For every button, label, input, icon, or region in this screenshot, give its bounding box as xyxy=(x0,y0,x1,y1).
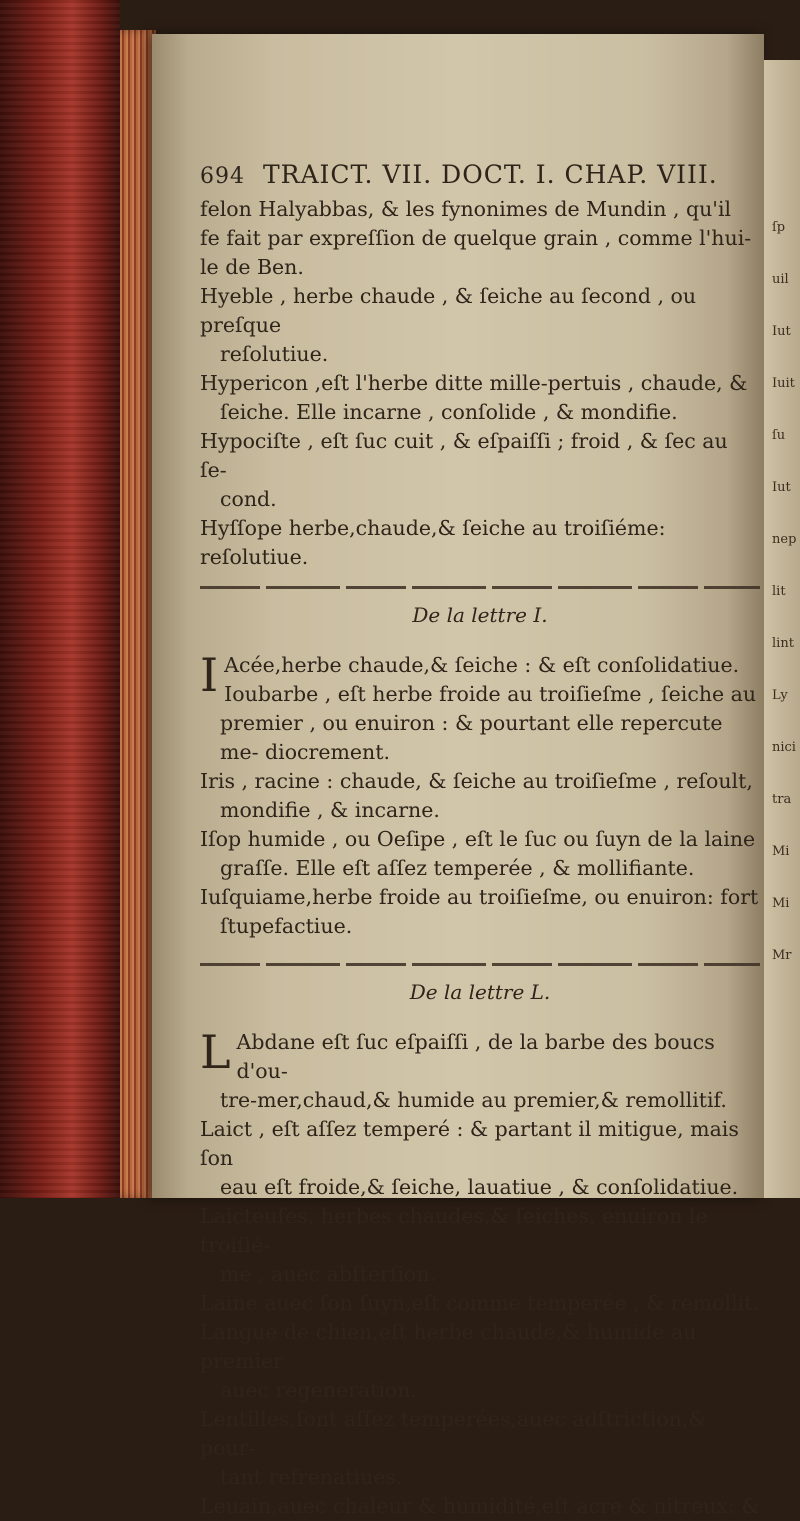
facing-page-fragment: Mi xyxy=(772,844,790,859)
entry-continuation: eau eſt froide,& ſeiche, lauatiue , & conſolidatiue. xyxy=(220,1175,739,1199)
entry-first-line: Laicteuſes, herbes chaudes,& ſeiches, enuiron le troiſié- xyxy=(200,1204,708,1257)
entry-first-line: Laict , eſt aſſez temperé : & partant il mitigue, mais ſon xyxy=(200,1117,739,1170)
entry-first-line: Abdane eſt ſuc eſpaiſſi , de la barbe des boucs d'ou- xyxy=(236,1030,715,1083)
entries-i xyxy=(200,648,760,941)
section-heading-i: De la lettre I. xyxy=(412,603,548,627)
entry-continuation: tre-mer,chaud,& humide au premier,& remollitif. xyxy=(220,1088,727,1112)
entry-first-line: Iſop humide , ou Oeſipe , eſt le ſuc ou ſuyn de la laine xyxy=(200,827,756,851)
entry-continuation: tant refrenatiues. xyxy=(220,1465,403,1489)
facing-page-fragment: Iut xyxy=(772,324,791,339)
facing-page-fragment: nep xyxy=(772,532,797,547)
entry-first-line: Ioubarbe , eſt herbe froide au troiſieſme , ſeiche au xyxy=(224,682,757,706)
intro-line: felon Halyabbas, & les fynonimes de Mundin , qu'il xyxy=(200,197,732,221)
entry-continuation: me , auec abſterſion. xyxy=(220,1262,436,1286)
entries-h xyxy=(200,282,760,572)
entry xyxy=(200,1025,760,1115)
facing-page-fragment: Ly xyxy=(772,688,788,703)
entry-first-line: Laine auec ſon ſuyn,eſt comme temperée , & remollit. xyxy=(200,1291,759,1315)
intro-line: fe fait par expreſſion de quelque grain , comme l'hui- xyxy=(200,226,752,250)
page-edges xyxy=(120,30,156,1198)
entry-first-line: Hypociſte , eſt ſuc cuit , & eſpaiſſi ; froid , & ſec au ſe- xyxy=(200,429,728,482)
facing-page-fragment: ſp xyxy=(772,220,786,235)
entry-first-line: Langue de chien,eſt herbe chaude,& humide au premier xyxy=(200,1320,697,1373)
entry-first-line: Leuain,auec chaleur & humidité,eſt acre & nitreux: & xyxy=(200,1494,760,1518)
facing-page-fragment: uil xyxy=(772,272,789,287)
divider-rule xyxy=(200,586,760,589)
entry-continuation: premier , ou enuiron : & pourtant elle repercute me- diocrement. xyxy=(220,711,723,764)
facing-page-fragment: Iuit xyxy=(772,376,795,391)
entry-first-line: Lentilles,ſont aſſez temperées,auec adſtriction,& pour- xyxy=(200,1407,707,1460)
entry-continuation: mondifie , & incarne. xyxy=(220,798,440,822)
entries-l xyxy=(200,1025,760,1521)
facing-page-fragment: nici xyxy=(772,740,796,755)
facing-page-edge xyxy=(764,60,800,1198)
entry-first-line: Acée,herbe chaude,& ſeiche : & eſt conſolidatiue. xyxy=(224,653,740,677)
entry xyxy=(200,1492,760,1521)
entry-continuation: auec regeneration. xyxy=(220,1378,417,1402)
facing-page-fragment: Mr xyxy=(772,948,792,963)
entry xyxy=(200,1202,760,1289)
entry xyxy=(200,767,760,825)
entry xyxy=(200,883,760,941)
entry xyxy=(200,369,760,427)
running-header xyxy=(200,160,760,189)
facing-page-fragment: ſu xyxy=(772,428,786,443)
entry xyxy=(200,514,760,572)
entry-continuation: ſeiche. Elle incarne , conſolide , & mondifie. xyxy=(220,400,678,424)
entry xyxy=(200,825,760,883)
drop-initial: I xyxy=(200,648,219,702)
facing-page-fragment: lit xyxy=(772,584,786,599)
entry xyxy=(200,1405,760,1492)
entry-first-line: Hyeble , herbe chaude , & ſeiche au ſecond , ou preſque xyxy=(200,284,697,337)
entry xyxy=(200,282,760,369)
intro-line: le de Ben. xyxy=(200,255,304,279)
facing-page-fragment: Iut xyxy=(772,480,791,495)
entry-continuation: cond. xyxy=(220,487,277,511)
entry-first-line: Hypericon ,eſt l'herbe ditte mille-pertuis , chaude, & xyxy=(200,371,748,395)
entry xyxy=(200,1115,760,1202)
intro-paragraph xyxy=(200,195,760,282)
facing-page-fragment: Mi xyxy=(772,896,790,911)
entry xyxy=(200,680,760,767)
page-text xyxy=(200,160,760,1521)
entry-first-line: Hyſſope herbe,chaude,& ſeiche au troiſiéme: reſolutiue. xyxy=(200,516,666,569)
entry-first-line: Iuſquiame,herbe froide au troiſieſme, ou enuiron: fort xyxy=(200,885,759,909)
entry-first-line: Iris , racine : chaude, & ſeiche au troiſieſme , reſoult, xyxy=(200,769,753,793)
entry xyxy=(200,1318,760,1405)
page-number: 694 xyxy=(200,164,245,189)
divider-rule xyxy=(200,963,760,966)
entry-continuation: reſolutiue. xyxy=(220,342,329,366)
entry xyxy=(200,427,760,514)
book-cover-left xyxy=(0,0,120,1198)
section-heading-l: De la lettre L. xyxy=(409,980,551,1004)
entry xyxy=(200,1289,760,1318)
drop-initial: L xyxy=(200,1025,231,1079)
entry-continuation: graſſe. Elle eſt aſſez temperée , & mollifiante. xyxy=(220,856,695,880)
facing-page-fragment: tra xyxy=(772,792,792,807)
running-title: TRAICT. VII. DOCT. I. CHAP. VIII. xyxy=(263,160,718,189)
entry-continuation: ſtupefactiue. xyxy=(220,914,353,938)
facing-page-fragment: lint xyxy=(772,636,794,651)
